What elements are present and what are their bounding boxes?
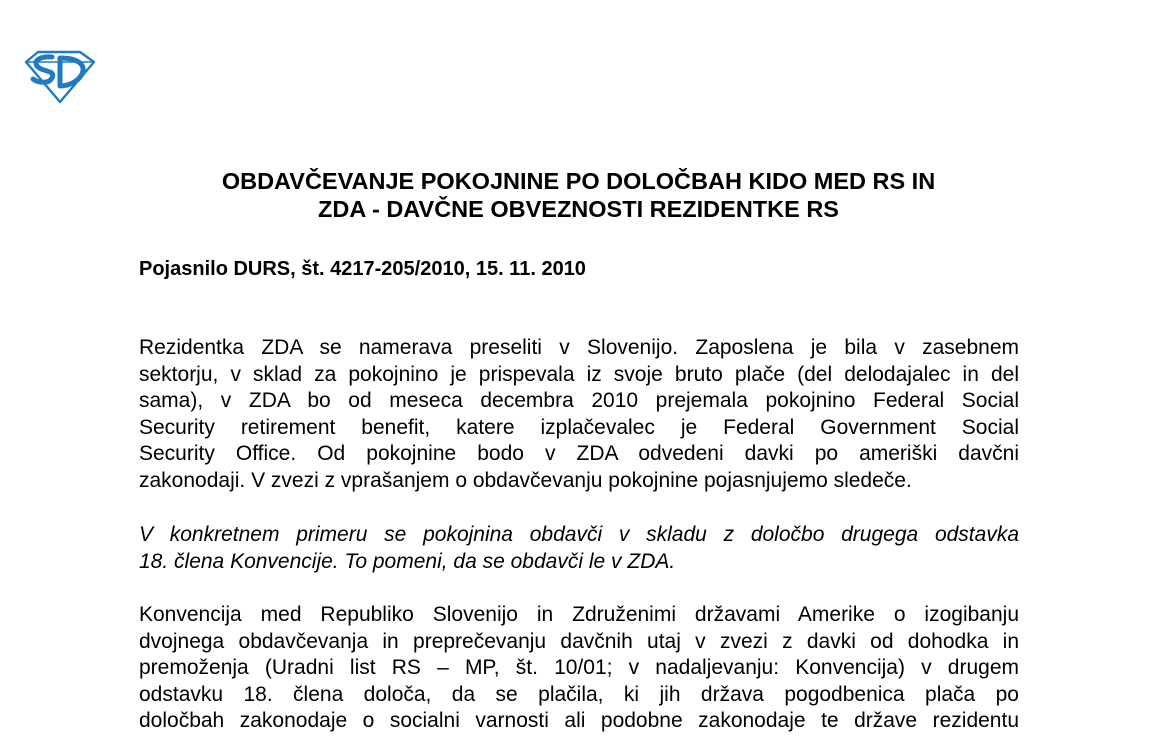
paragraph-line: premoženja (Uradni list RS – MP, št. 10/01; v nadaljevanju: Konvencija) v drugem [139, 656, 1019, 680]
paragraph-line: sama), v ZDA bo od meseca decembra 2010 prejemala pokojnino Federal Social [139, 389, 1019, 413]
title-line-1: OBDAVČEVANJE POKOJNINE PO DOLOČBAH KIDO MED RS IN [221, 168, 936, 194]
paragraph-line: V konkretnem primeru se pokojnina obdavči v skladu z določbo drugega odstavka [139, 523, 1019, 546]
paragraph-line: sektorju, v sklad za pokojnino je prispevala iz svoje bruto plače (del delodajalec in del [139, 362, 1019, 386]
paragraph-line: Konvencija med Republiko Slovenijo in Združenimi državami Amerike o izogibanju [139, 603, 1019, 626]
paragraph-line: Security Office. Od pokojnine bodo v ZDA odvedeni davki po ameriški davčni [139, 442, 1019, 466]
paragraph-line: 18. člena Konvencije. To pomeni, da se obdavči le v ZDA. [139, 549, 676, 573]
sd-logo [22, 48, 96, 104]
paragraph-line: zakonodaji. V zvezi z vprašanjem o obdavčevanju pokojnine pojasnjujemo sledeče. [139, 468, 912, 492]
paragraph-line: dvojnega obdavčevanja in preprečevanju davčnih utaj v zvezi z davki od dohodka in [139, 629, 1019, 653]
paragraph-line: Security retirement benefit, katere izplačevalec je Federal Government Social [139, 415, 1019, 439]
paragraph-line: določbah zakonodaje o socialni varnosti ali podobne zakonodaje te države rezidentu [139, 709, 1019, 733]
document-title [140, 167, 1017, 223]
title-line-2: ZDA - DAVČNE OBVEZNOSTI REZIDENTKE RS [318, 196, 839, 222]
paragraph-1 [139, 335, 1019, 495]
paragraph-2-italic [139, 522, 1019, 575]
paragraph-line: odstavku 18. člena določa, da se plačila, ki jih država pogodbenica plača po [139, 682, 1019, 706]
source-reference: Pojasnilo DURS, št. 4217-205/2010, 15. 11. 2010 [139, 258, 586, 280]
paragraph-3 [139, 602, 1019, 735]
paragraph-line: Rezidentka ZDA se namerava preseliti v Slovenijo. Zaposlena je bila v zasebnem [139, 336, 1019, 359]
